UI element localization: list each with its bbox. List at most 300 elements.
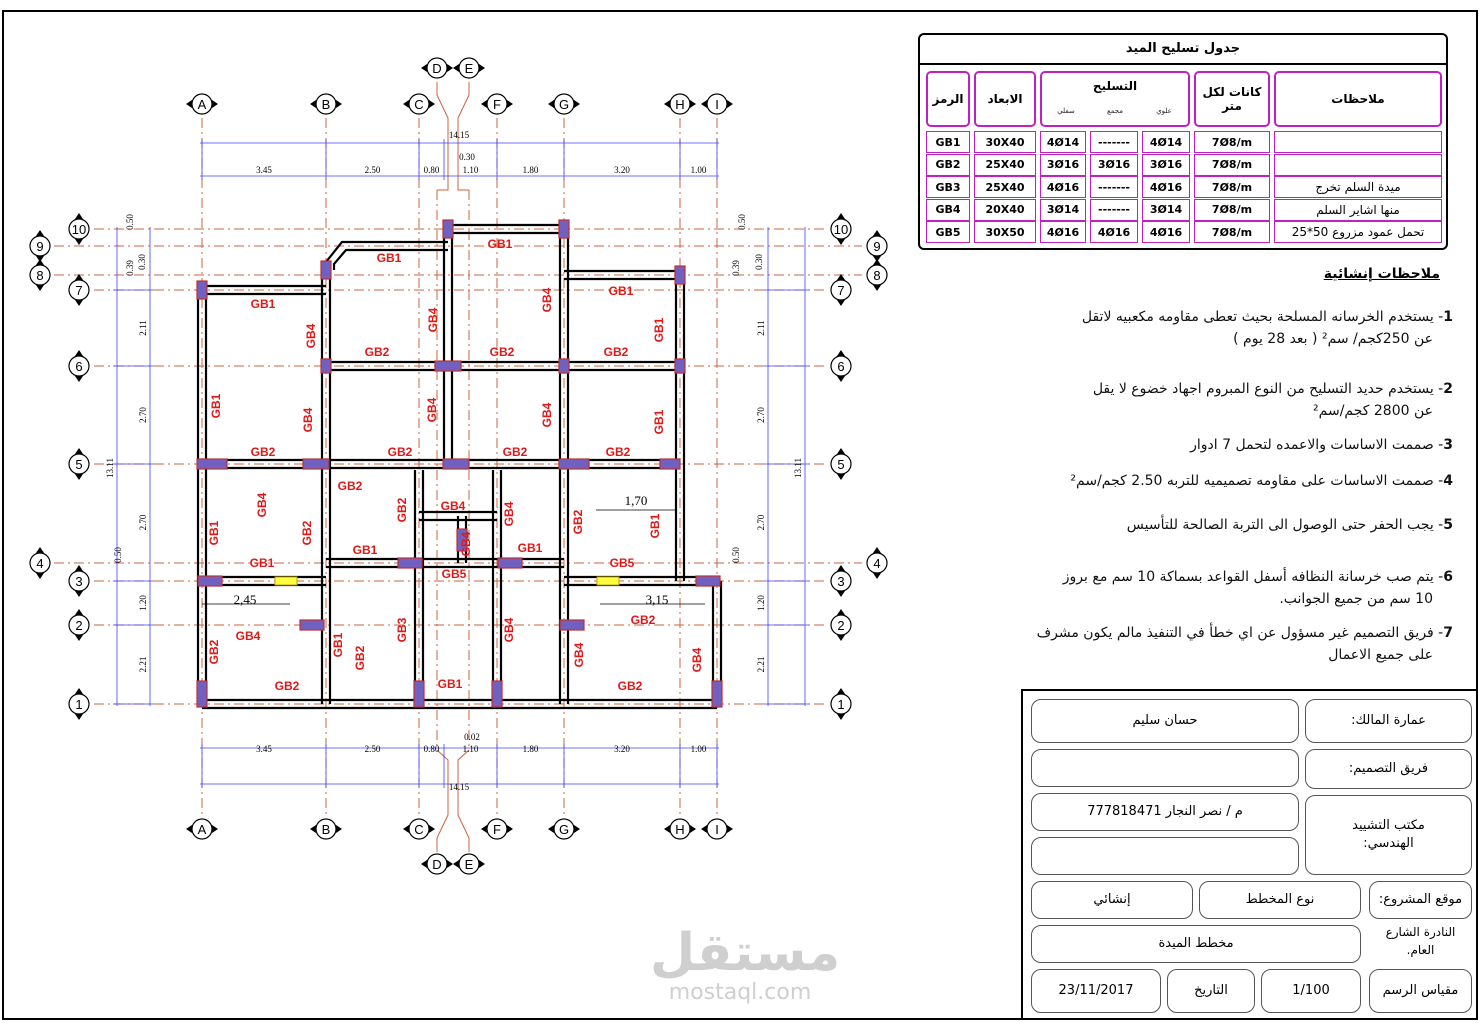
bubble-arrow bbox=[574, 825, 580, 833]
header-top: علوي bbox=[1156, 107, 1172, 115]
top-dimension: 3.20 bbox=[614, 165, 630, 175]
left-dimension: 1.20 bbox=[138, 595, 148, 611]
grid-bubble bbox=[30, 265, 50, 285]
small-dimension: 0.30 bbox=[754, 254, 764, 270]
column bbox=[198, 576, 222, 586]
header-rebar-label: التسليح bbox=[1092, 79, 1138, 93]
office-label: مكتب التشييد الهندسي: bbox=[1305, 795, 1472, 875]
grid-bubble bbox=[554, 819, 574, 839]
beam-row-symbol: GB3 bbox=[926, 176, 970, 198]
bubble-arrow bbox=[837, 565, 845, 571]
bubble-arrow bbox=[36, 573, 44, 579]
grid-bubble-label: 1 bbox=[837, 697, 845, 712]
bubble-arrow bbox=[873, 230, 881, 236]
scale-label: مقياس الرسم bbox=[1369, 969, 1472, 1013]
grid-bubble bbox=[409, 94, 429, 114]
column bbox=[300, 620, 324, 630]
inner-dimension: 1,70 bbox=[624, 493, 648, 508]
beam-row-top: 4Ø14 bbox=[1040, 131, 1086, 153]
bubble-arrow bbox=[479, 860, 485, 868]
column bbox=[712, 681, 722, 707]
note-line: يتم صب خرسانة النظافه أسفل القواعد بسماكة 10 سم مع بروز bbox=[1062, 569, 1434, 585]
title-block bbox=[1021, 689, 1478, 1020]
beam-label: GB2 bbox=[395, 497, 409, 523]
bubble-arrow bbox=[837, 714, 845, 720]
bubble-arrow bbox=[186, 100, 192, 108]
owner-label: عمارة المالك: bbox=[1305, 699, 1472, 743]
grid-bubble bbox=[831, 219, 851, 239]
grid-bubble bbox=[831, 615, 851, 635]
grid-bubble bbox=[316, 94, 336, 114]
grid-bubble bbox=[670, 819, 690, 839]
note-line: فريق التصميم غير مسؤول عن اي خطأ في التنفيذ مالم يكون مشرف bbox=[1036, 625, 1434, 641]
beam-row-symbol: GB5 bbox=[926, 221, 970, 243]
plan-name: مخطط الميدة bbox=[1031, 925, 1361, 963]
beam-label: GB4 bbox=[235, 629, 261, 643]
grid-bubble-label: H bbox=[675, 97, 685, 112]
right-dimension: 2.21 bbox=[756, 656, 766, 673]
grid-bubble-label: B bbox=[321, 822, 331, 837]
beam-label: GB2 bbox=[250, 445, 276, 459]
grid-bubble-label: I bbox=[715, 97, 719, 112]
grid-bubble-label: 7 bbox=[75, 283, 83, 298]
grid-bubble-label: 4 bbox=[873, 556, 881, 571]
bubble-arrow bbox=[873, 573, 881, 579]
column bbox=[303, 459, 329, 469]
grid-bubble bbox=[316, 819, 336, 839]
column bbox=[675, 359, 685, 373]
grid-bubble-label: 8 bbox=[873, 268, 881, 283]
small-dimension: 0.30 bbox=[137, 254, 147, 270]
note-number: 5 bbox=[1443, 517, 1453, 533]
bubble-arrow bbox=[36, 285, 44, 291]
bubble-arrow bbox=[75, 213, 83, 219]
grid-bubble-label: A bbox=[197, 97, 207, 112]
left-dimension: 2.11 bbox=[138, 320, 148, 336]
beam-label: GB3 bbox=[395, 617, 409, 643]
grid-bubble-label: G bbox=[558, 97, 570, 112]
beam-label: GB2 bbox=[502, 445, 528, 459]
beam-row-mid: ------- bbox=[1090, 176, 1138, 198]
bubble-arrow bbox=[421, 860, 427, 868]
grid-bubble bbox=[867, 236, 887, 256]
grid-bubble-label: E bbox=[464, 61, 474, 76]
bubble-arrow bbox=[453, 64, 459, 72]
note-number: 1 bbox=[1443, 309, 1453, 325]
grid-bubble-label: 2 bbox=[75, 618, 83, 633]
grid-bubble-label: 1 bbox=[75, 697, 83, 712]
beam-row-top: 3Ø16 bbox=[1040, 154, 1086, 176]
grid-bubble bbox=[69, 694, 89, 714]
grid-bubble-label: D bbox=[432, 61, 442, 76]
watermark-arabic: مستقل bbox=[650, 923, 841, 983]
beam-label: GB1 bbox=[517, 541, 543, 555]
grid-bubble bbox=[707, 94, 727, 114]
top-small-dimension: 0.30 bbox=[459, 152, 475, 162]
beam-row-bottom: 3Ø16 bbox=[1142, 154, 1190, 176]
grid-bubble bbox=[707, 819, 727, 839]
bubble-arrow bbox=[837, 448, 845, 454]
bubble-arrow bbox=[690, 825, 696, 833]
planted-column bbox=[275, 577, 297, 585]
beam-label: GB2 bbox=[603, 345, 629, 359]
top-dimension: 3.45 bbox=[256, 165, 272, 175]
beam-label: GB1 bbox=[331, 632, 345, 658]
grid-bubble bbox=[487, 819, 507, 839]
bubble-arrow bbox=[701, 100, 707, 108]
grid-bubble-label: 5 bbox=[837, 457, 845, 472]
beam-row-note: منها اشاير السلم bbox=[1274, 199, 1442, 221]
top-dimension: 1.10 bbox=[462, 165, 479, 175]
bubble-arrow bbox=[403, 825, 409, 833]
beam-label: GB1 bbox=[250, 297, 276, 311]
bottom-dimension: 2.50 bbox=[364, 744, 381, 754]
note-line: 10 سم من جميع الجوانب. bbox=[1279, 591, 1433, 607]
grid-bubble-label: D bbox=[432, 857, 442, 872]
column bbox=[197, 459, 227, 469]
grid-bubble-label: C bbox=[414, 97, 424, 112]
beam-label: GB2 bbox=[605, 445, 631, 459]
grid-bubble-label: E bbox=[464, 857, 474, 872]
bubble-arrow bbox=[75, 714, 83, 720]
beam-row-stirrups: 7Ø8/m bbox=[1194, 131, 1270, 153]
bubble-arrow bbox=[75, 688, 83, 694]
beam-label: GB4 bbox=[572, 642, 586, 668]
column bbox=[443, 459, 469, 469]
top-dimension: 2.50 bbox=[364, 165, 381, 175]
beam-row-top: 4Ø16 bbox=[1040, 176, 1086, 198]
beam-row-bottom: 3Ø14 bbox=[1142, 199, 1190, 221]
column bbox=[559, 220, 569, 238]
grid-bubble-label: 6 bbox=[75, 359, 83, 374]
grid-bubble-label: 4 bbox=[36, 556, 44, 571]
beam-label: GB4 bbox=[459, 531, 473, 557]
grid-bubble bbox=[69, 356, 89, 376]
grid-bubble bbox=[554, 94, 574, 114]
beam-row-mid: ------- bbox=[1090, 199, 1138, 221]
bubble-arrow bbox=[479, 64, 485, 72]
beam-label: GB4 bbox=[502, 501, 516, 527]
column bbox=[398, 558, 422, 568]
grid-bubble bbox=[69, 571, 89, 591]
note-line: على جميع الاعمال bbox=[1328, 647, 1433, 663]
bubble-arrow bbox=[837, 300, 845, 306]
office-value: م / نصر النجار 777818471 bbox=[1031, 793, 1299, 831]
beam-label: GB1 bbox=[437, 677, 463, 691]
structural-notes-title: ملاحظات إنشائية bbox=[1323, 266, 1440, 282]
beam-row-bottom: 4Ø16 bbox=[1142, 176, 1190, 198]
top-dimension: 1.80 bbox=[522, 165, 539, 175]
bubble-arrow bbox=[873, 256, 881, 262]
bubble-arrow bbox=[429, 825, 435, 833]
beam-row-note bbox=[1274, 154, 1442, 176]
bubble-arrow bbox=[837, 688, 845, 694]
column bbox=[675, 266, 685, 284]
grid-bubble bbox=[831, 280, 851, 300]
grid-bubble-label: I bbox=[715, 822, 719, 837]
note-line: يستخدم الخرسانه المسلحة بحيث تعطى مقاومه مكعبيه لاتقل bbox=[1081, 309, 1434, 325]
bubble-arrow bbox=[447, 860, 453, 868]
column bbox=[560, 620, 584, 630]
grid-bubble bbox=[30, 236, 50, 256]
grid-bubble-label: 5 bbox=[75, 457, 83, 472]
grid-bubble-label: 2 bbox=[837, 618, 845, 633]
grid-bubble bbox=[192, 94, 212, 114]
bubble-arrow bbox=[664, 100, 670, 108]
beam-label: GB2 bbox=[274, 679, 300, 693]
beam-row-top: 4Ø16 bbox=[1040, 221, 1086, 243]
bubble-arrow bbox=[75, 300, 83, 306]
beam-label: GB2 bbox=[571, 509, 585, 535]
beam-label: GB4 bbox=[540, 402, 554, 428]
grid-bubble bbox=[487, 94, 507, 114]
bubble-arrow bbox=[429, 100, 435, 108]
planted-column bbox=[597, 577, 619, 585]
structural-note: 2- يستخدم حديد التسليح من النوع المبروم اجهاد خضوع لا يقل عن 2800 كجم/سم² bbox=[1093, 378, 1453, 422]
overall-width-bottom: 14.15 bbox=[448, 782, 470, 792]
note-number: 2 bbox=[1443, 381, 1453, 397]
grid-bubble-label: A bbox=[197, 822, 207, 837]
column bbox=[197, 681, 207, 707]
left-dimension: 2.70 bbox=[138, 407, 148, 423]
bubble-arrow bbox=[664, 825, 670, 833]
grid-bubble bbox=[30, 553, 50, 573]
scale-value: 1/100 bbox=[1261, 969, 1361, 1013]
grid-bubble-label: 10 bbox=[71, 222, 87, 237]
grid-bubble-label: G bbox=[558, 822, 570, 837]
grid-bubble-label: B bbox=[321, 97, 331, 112]
column bbox=[559, 359, 569, 373]
grid-bubble-label: 3 bbox=[837, 574, 845, 589]
bubble-arrow bbox=[75, 635, 83, 641]
beam-label: GB1 bbox=[207, 520, 221, 546]
note-line: يستخدم حديد التسليح من النوع المبروم اجهاد خضوع لا يقل bbox=[1092, 381, 1434, 397]
bubble-arrow bbox=[212, 825, 218, 833]
column bbox=[197, 281, 207, 299]
bubble-arrow bbox=[36, 256, 44, 262]
grid-bubble bbox=[192, 819, 212, 839]
grid-bubble-label: 6 bbox=[837, 359, 845, 374]
bottom-small-dimension: 0.02 bbox=[464, 732, 480, 742]
right-dimension: 2.70 bbox=[756, 407, 766, 423]
grid-bubble-label: 9 bbox=[36, 239, 44, 254]
note-number: 6 bbox=[1443, 569, 1453, 585]
small-dimension: 0.39 bbox=[731, 260, 741, 276]
small-dimension: 0.39 bbox=[125, 260, 135, 276]
note-line: عن 2800 كجم/سم² bbox=[1313, 403, 1433, 419]
column bbox=[660, 459, 680, 469]
beam-row-stirrups: 7Ø8/m bbox=[1194, 221, 1270, 243]
grid-leader bbox=[458, 750, 469, 852]
beam-row-dims: 30X40 bbox=[974, 131, 1036, 153]
small-dimension: 0.50 bbox=[731, 547, 741, 563]
bubble-arrow bbox=[727, 825, 733, 833]
grid-bubble bbox=[69, 219, 89, 239]
beam-label: GB4 bbox=[255, 492, 269, 518]
inner-dimension: 2,45 bbox=[233, 592, 257, 607]
beam-label: GB2 bbox=[300, 520, 314, 546]
location-label: موقع المشروع: bbox=[1369, 881, 1472, 919]
bubble-arrow bbox=[548, 100, 554, 108]
bubble-arrow bbox=[310, 825, 316, 833]
overall-height-right: 13.11 bbox=[793, 458, 803, 478]
column bbox=[414, 681, 424, 707]
note-number: 3 bbox=[1443, 437, 1453, 453]
right-dimension: 1.20 bbox=[756, 595, 766, 611]
grid-bubble bbox=[831, 454, 851, 474]
bubble-arrow bbox=[186, 825, 192, 833]
grid-bubble-label: 7 bbox=[837, 283, 845, 298]
grid-bubble-label: 9 bbox=[873, 239, 881, 254]
column bbox=[443, 220, 453, 238]
header-notes: ملاحظات bbox=[1274, 71, 1442, 127]
beam-row-dims: 25X40 bbox=[974, 154, 1036, 176]
bubble-arrow bbox=[837, 591, 845, 597]
header-bottom: سفلي bbox=[1057, 107, 1075, 115]
beam-label: GB2 bbox=[353, 645, 367, 671]
overall-height-left: 13.11 bbox=[105, 458, 115, 478]
beam-label: GB1 bbox=[608, 284, 634, 298]
right-dimension: 2.70 bbox=[756, 514, 766, 531]
grid-leader bbox=[437, 750, 448, 852]
structural-note: 3- صممت الاساسات والاعمده لتحمل 7 ادوار bbox=[1190, 437, 1453, 453]
bubble-arrow bbox=[447, 64, 453, 72]
grid-bubble bbox=[69, 454, 89, 474]
structural-note: 5- يجب الحفر حتى الوصول الى التربة الصالحة للتأسيس bbox=[1126, 517, 1453, 533]
grid-bubble bbox=[670, 94, 690, 114]
bubble-arrow bbox=[837, 213, 845, 219]
plan-type-value: إنشائي bbox=[1031, 881, 1193, 919]
location-value: النادرة الشارع العام. bbox=[1385, 925, 1456, 957]
bottom-dimension: 1.10 bbox=[462, 744, 479, 754]
bubble-arrow bbox=[75, 376, 83, 382]
bubble-arrow bbox=[690, 100, 696, 108]
beam-row-symbol: GB2 bbox=[926, 154, 970, 176]
structural-note: 1- يستخدم الخرسانه المسلحة بحيث تعطى مقاومه مكعبيه لاتقل عن 250كجم/ سم² ( بعد 28 يوم ) bbox=[1082, 306, 1453, 350]
note-line: عن 250كجم/ سم² ( بعد 28 يوم ) bbox=[1233, 331, 1433, 347]
bubble-arrow bbox=[75, 474, 83, 480]
column bbox=[492, 681, 502, 707]
bubble-arrow bbox=[837, 350, 845, 356]
beam-label: GB4 bbox=[540, 287, 554, 313]
bubble-arrow bbox=[75, 609, 83, 615]
beam-label: GB4 bbox=[426, 307, 440, 333]
bottom-dimension: 0.80 bbox=[423, 744, 440, 754]
bubble-arrow bbox=[837, 609, 845, 615]
grid-bubble bbox=[69, 615, 89, 635]
top-dimension: 1.00 bbox=[690, 165, 707, 175]
left-dimension: 2.70 bbox=[138, 514, 148, 531]
beam-row-stirrups: 7Ø8/m bbox=[1194, 176, 1270, 198]
beam-label: GB1 bbox=[209, 393, 223, 419]
bubble-arrow bbox=[75, 239, 83, 245]
beam-row-stirrups: 7Ø8/m bbox=[1194, 154, 1270, 176]
grid-bubble bbox=[427, 58, 447, 78]
bubble-arrow bbox=[453, 860, 459, 868]
beam-label: GB1 bbox=[352, 543, 378, 557]
note-line: صممت الاساسات والاعمده لتحمل 7 ادوار bbox=[1190, 437, 1434, 453]
column bbox=[696, 576, 720, 586]
watermark-latin: mostaql.com bbox=[668, 980, 812, 1005]
bubble-arrow bbox=[701, 825, 707, 833]
inner-dimension: 3,15 bbox=[645, 592, 669, 607]
beam-row-dims: 30X50 bbox=[974, 221, 1036, 243]
grid-bubble bbox=[867, 265, 887, 285]
grid-bubble-label: 10 bbox=[833, 222, 849, 237]
beam-label: GB4 bbox=[502, 617, 516, 643]
beam-row-symbol: GB4 bbox=[926, 199, 970, 221]
column bbox=[498, 558, 522, 568]
structural-note: 6- يتم صب خرسانة النظافه أسفل القواعد بسماكة 10 سم مع بروز 10 سم من جميع الجوانب. bbox=[1063, 566, 1453, 610]
bubble-arrow bbox=[837, 635, 845, 641]
grid-bubble bbox=[427, 854, 447, 874]
grid-bubble bbox=[459, 58, 479, 78]
small-dimension: 0.50 bbox=[113, 547, 123, 563]
grid-bubble bbox=[831, 356, 851, 376]
beam-row-mid: 4Ø16 bbox=[1090, 221, 1138, 243]
right-dimension: 2.11 bbox=[756, 320, 766, 336]
bubble-arrow bbox=[75, 565, 83, 571]
beam-row-bottom: 4Ø14 bbox=[1142, 131, 1190, 153]
bottom-dimension: 3.20 bbox=[614, 744, 630, 754]
beam-label: GB5 bbox=[609, 556, 635, 570]
small-dimension: 0.50 bbox=[737, 214, 747, 230]
left-dimension: 2.21 bbox=[138, 656, 148, 673]
grid-bubble bbox=[831, 571, 851, 591]
beam-row-note: تحمل عمود مزروع 50*25 bbox=[1274, 221, 1442, 243]
bubble-arrow bbox=[873, 285, 881, 291]
bubble-arrow bbox=[75, 448, 83, 454]
beam-label: GB4 bbox=[425, 397, 439, 423]
bubble-arrow bbox=[36, 547, 44, 553]
beam-label: GB2 bbox=[489, 345, 515, 359]
beam-label: GB2 bbox=[337, 479, 363, 493]
column bbox=[435, 361, 461, 371]
note-number: 4 bbox=[1443, 473, 1453, 489]
header-dims: الابعاد bbox=[974, 71, 1036, 127]
grid-bubble-label: C bbox=[414, 822, 424, 837]
note-line: يجب الحفر حتى الوصول الى التربة الصالحة للتأسيس bbox=[1126, 517, 1434, 533]
beam-row-note: ميدة السلم تخرج bbox=[1274, 176, 1442, 198]
grid-bubble bbox=[867, 553, 887, 573]
beam-row-mid: ------- bbox=[1090, 131, 1138, 153]
column bbox=[321, 261, 331, 279]
beam-label: GB4 bbox=[304, 323, 318, 349]
bottom-dimension: 1.00 bbox=[690, 744, 707, 754]
bottom-dimension: 1.80 bbox=[522, 744, 539, 754]
bubble-arrow bbox=[574, 100, 580, 108]
bubble-arrow bbox=[75, 350, 83, 356]
bubble-arrow bbox=[837, 376, 845, 382]
bubble-arrow bbox=[421, 64, 427, 72]
beam-row-dims: 25X40 bbox=[974, 176, 1036, 198]
bubble-arrow bbox=[873, 547, 881, 553]
grid-bubble-label: H bbox=[675, 822, 685, 837]
beam-row-bottom: 4Ø16 bbox=[1142, 221, 1190, 243]
grid-bubble-label: 8 bbox=[36, 268, 44, 283]
note-line: صممت الاساسات على مقاومه تصميميه للتربه 2.50 كجم/سم² bbox=[1070, 473, 1434, 489]
beam-row-stirrups: 7Ø8/m bbox=[1194, 199, 1270, 221]
bubble-arrow bbox=[507, 100, 513, 108]
overall-width-top: 14.15 bbox=[448, 130, 470, 140]
beam-label: GB1 bbox=[376, 251, 402, 265]
top-dimension: 0.80 bbox=[423, 165, 440, 175]
beam-row-top: 3Ø14 bbox=[1040, 199, 1086, 221]
small-dimension: 0.50 bbox=[125, 214, 135, 230]
grid-bubble bbox=[69, 280, 89, 300]
beam-row-note bbox=[1274, 131, 1442, 153]
date-value: 23/11/2017 bbox=[1031, 969, 1161, 1013]
